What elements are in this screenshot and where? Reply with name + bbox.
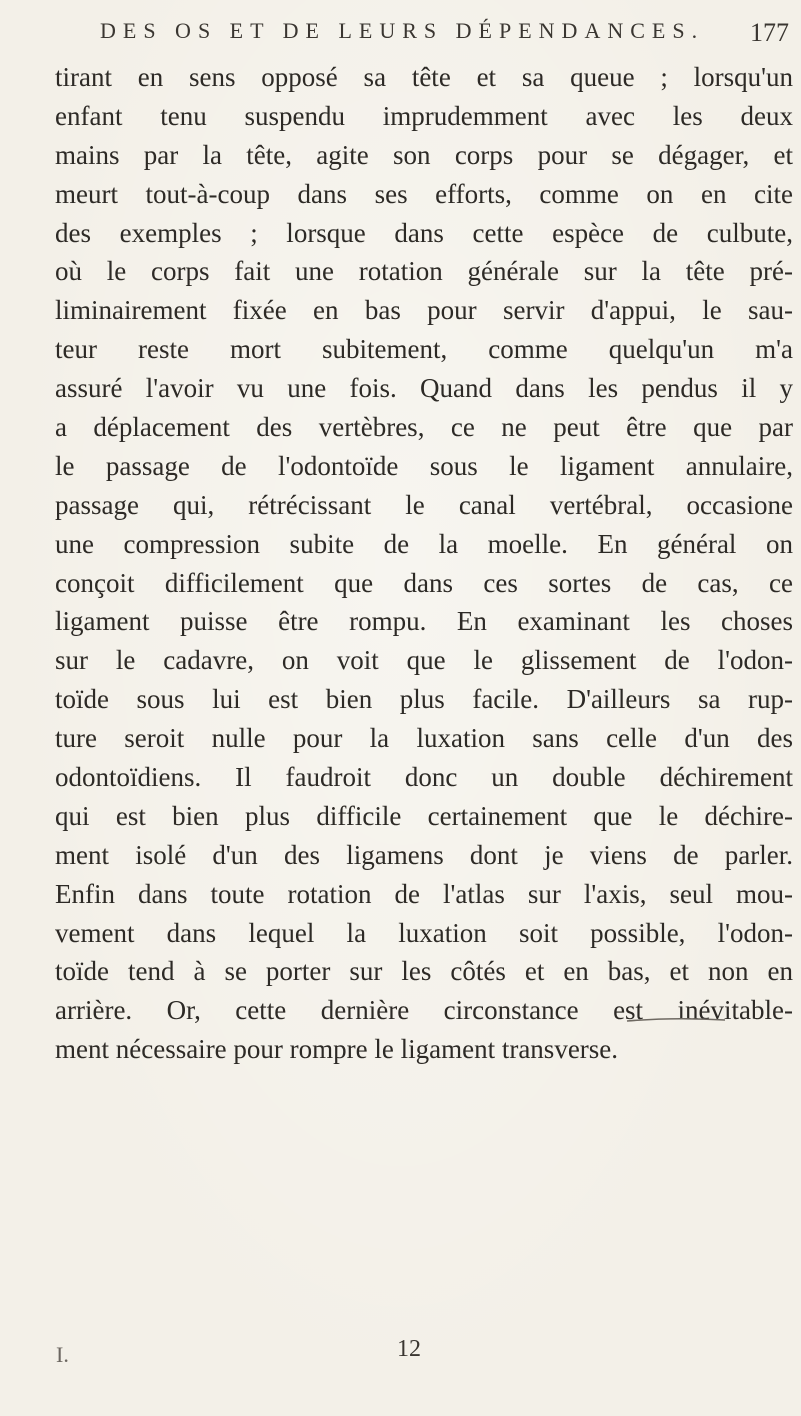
text-line: enfant tenu suspendu imprudemment avec les deux	[55, 100, 793, 131]
text-line: tirant en sens opposé sa tête et sa queue ; lorsqu'un	[55, 62, 793, 92]
running-head: DES OS ET DE LEURS DÉPENDANCES.	[100, 18, 705, 43]
ornament-rule	[625, 1016, 727, 1024]
text-line: le passage de l'odontoïde sous le ligament annulaire,	[55, 450, 793, 481]
text-line: ment nécessaire pour rompre le ligament transverse.	[55, 1034, 619, 1065]
text-line: liminairement fixée en bas pour servir d'appui, le sau-	[55, 295, 793, 326]
text-line: odontoïdiens. Il faudroit donc un double déchirement	[55, 762, 793, 793]
text-line: des exemples ; lorsque dans cette espèce de culbute,	[55, 217, 793, 248]
text-line: mains par la tête, agite son corps pour se dégager, et	[55, 139, 793, 170]
text-line: qui est bien plus difficile certainement que le déchire-	[55, 800, 793, 831]
text-line: meurt tout-à-coup dans ses efforts, comme on en cite	[55, 178, 793, 209]
text-line: ment isolé d'un des ligamens dont je viens de parler.	[55, 839, 793, 870]
text-line: conçoit difficilement que dans ces sortes de cas, ce	[55, 567, 793, 598]
text-line: une compression subite de la moelle. En général on	[55, 528, 793, 559]
text-line: toïde tend à se porter sur les côtés et en bas, et non en	[55, 956, 793, 987]
text-line: ture seroit nulle pour la luxation sans celle d'un des	[55, 723, 793, 754]
signature-mark: I.	[56, 1342, 69, 1367]
page-number: 177	[750, 18, 789, 47]
text-line: sur le cadavre, on voit que le glissement de l'odon-	[55, 645, 793, 676]
body-text	[55, 58, 793, 1069]
text-line: assuré l'avoir vu une fois. Quand dans les pendus il y	[55, 373, 793, 404]
text-line: ligament puisse être rompu. En examinant les choses	[55, 606, 793, 637]
text-line: toïde sous lui est bien plus facile. D'ailleurs sa rup-	[55, 684, 793, 715]
text-line: teur reste mort subitement, comme quelqu'un m'a	[55, 334, 793, 365]
text-line: passage qui, rétrécissant le canal vertébral, occasione	[55, 489, 793, 520]
text-line: Enfin dans toute rotation de l'atlas sur l'axis, seul mou-	[55, 878, 793, 909]
text-line: a déplacement des vertèbres, ce ne peut être que par	[55, 412, 793, 443]
text-line: vement dans lequel la luxation soit possible, l'odon-	[55, 917, 793, 948]
text-line: arrière. Or, cette dernière circonstance est inévitable-	[55, 995, 793, 1026]
text-line: où le corps fait une rotation générale sur la tête pré-	[55, 256, 793, 287]
printer-signature: 12	[397, 1336, 421, 1362]
